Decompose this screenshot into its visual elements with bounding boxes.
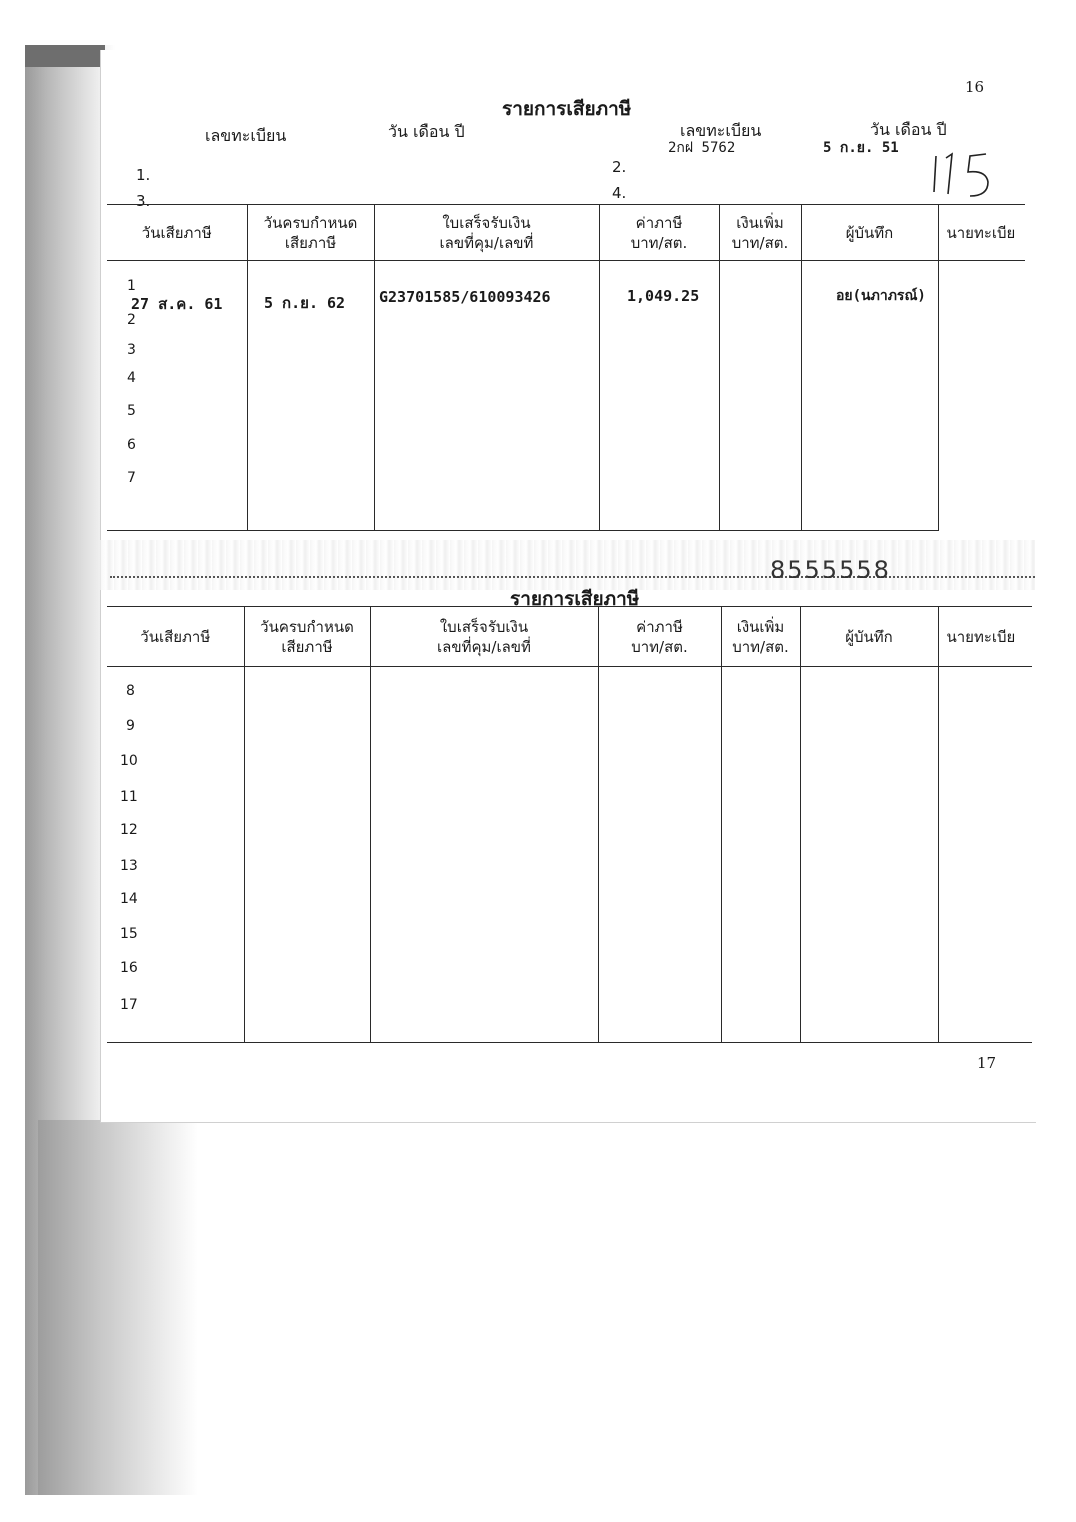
- entry-tax-amount: 1,049.25: [627, 287, 700, 305]
- left-reg-label: เลขทะเบียน: [205, 126, 287, 145]
- row-number: 7: [127, 470, 136, 486]
- entry-due-date: 5 ก.ย. 62: [264, 294, 346, 312]
- handwritten-note-175: [928, 150, 998, 200]
- row-number: 16: [120, 960, 138, 976]
- top-tax-table: [107, 204, 1025, 531]
- row-number: 13: [120, 858, 138, 874]
- col-tax: ค่าภาษี บาท/สต.: [599, 205, 719, 261]
- left-date-label: วัน เดือน ปี: [388, 122, 465, 141]
- page-number-top: 16: [965, 78, 985, 96]
- table-cell: [800, 667, 938, 1043]
- row-number: 6: [127, 437, 136, 453]
- tear-noise: [100, 540, 1035, 590]
- col-receipt: ใบเสร็จรับเงิน เลขที่คุม/เลขที่: [370, 607, 598, 667]
- col-surcharge: เงินเพิ่ม บาท/สต.: [721, 607, 800, 667]
- row-number: 1: [127, 278, 136, 294]
- row-number: 10: [120, 753, 138, 769]
- table-cell: [370, 667, 598, 1043]
- top-section-title: รายการเสียภาษี: [502, 98, 632, 120]
- tear-stamp-number: 8555558: [770, 556, 891, 578]
- col-due-date: วันครบกำหนด เสียภาษี: [247, 205, 374, 261]
- col-registrar: นายทะเบีย: [938, 607, 1032, 667]
- right-date-label: วัน เดือน ปี: [870, 120, 947, 139]
- row-number: 2: [127, 312, 136, 328]
- col-due-date: วันครบกำหนด เสียภาษี: [244, 607, 370, 667]
- row-number: 11: [120, 789, 138, 805]
- slot-3: 3.: [136, 192, 151, 210]
- bottom-tax-table: [107, 606, 1032, 1043]
- row-number: 9: [126, 718, 135, 734]
- tear-line: [110, 576, 1035, 578]
- row-number: 12: [120, 822, 138, 838]
- col-surcharge: เงินเพิ่ม บาท/สต.: [719, 205, 801, 261]
- row-number: 3: [127, 342, 136, 358]
- right-reg-value: 2กฝ 5762: [668, 140, 736, 156]
- col-recorder: ผู้บันทึก: [801, 205, 938, 261]
- col-registrar: นายทะเบีย: [938, 205, 1025, 261]
- row-number: 17: [120, 997, 138, 1013]
- table-cell: [719, 261, 801, 531]
- row-number: 8: [126, 683, 135, 699]
- scan-shadow-lower: [38, 1120, 198, 1495]
- slot-1: 1.: [136, 166, 151, 184]
- table-cell: [938, 667, 1032, 1043]
- scan-shadow-top: [25, 45, 105, 67]
- table-cell: [721, 667, 800, 1043]
- entry-recorder: อย(นภาภรณ์): [836, 288, 926, 304]
- page-number-bottom: 17: [977, 1054, 997, 1072]
- table-cell: [244, 667, 370, 1043]
- entry-receipt-number: G23701585/610093426: [379, 288, 551, 306]
- slot-2: 2.: [612, 158, 627, 176]
- row-number: 5: [127, 403, 136, 419]
- table-cell: [938, 261, 1025, 531]
- col-receipt: ใบเสร็จรับเงิน เลขที่คุม/เลขที่: [374, 205, 599, 261]
- row-number: 15: [120, 926, 138, 942]
- slot-4: 4.: [612, 184, 627, 202]
- col-tax: ค่าภาษี บาท/สต.: [598, 607, 721, 667]
- col-pay-date: วันเสียภาษี: [107, 205, 247, 261]
- entry-pay-date: 27 ส.ค. 61: [131, 295, 223, 313]
- bottom-section-title: รายการเสียภาษี: [510, 588, 640, 610]
- col-pay-date: วันเสียภาษี: [107, 607, 244, 667]
- row-number: 4: [127, 370, 136, 386]
- table-cell: [598, 667, 721, 1043]
- col-recorder: ผู้บันทึก: [800, 607, 938, 667]
- right-reg-label: เลขทะเบียน: [680, 121, 762, 140]
- row-number: 14: [120, 891, 138, 907]
- right-date-value: 5 ก.ย. 51: [823, 140, 899, 156]
